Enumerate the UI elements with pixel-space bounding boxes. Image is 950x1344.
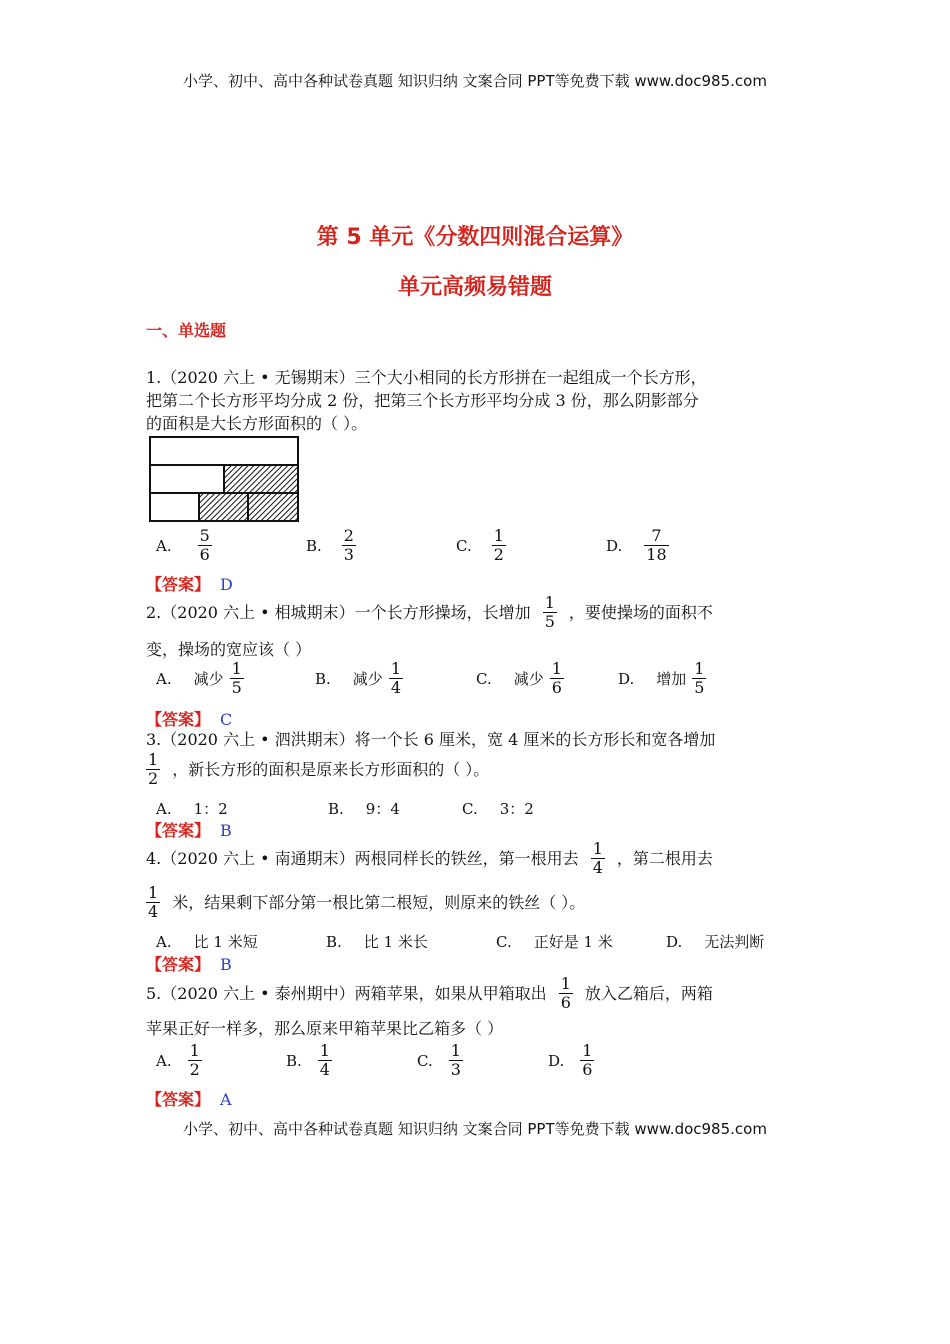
fraction: $\frac{1}{5}$ (694, 659, 705, 697)
q3-option-b[interactable]: B. 9：4 (328, 799, 400, 818)
q3-option-c[interactable]: C. 3：2 (462, 799, 534, 818)
q3-answer: 【答案】 B (146, 821, 232, 840)
fraction: $\frac{1}{5}$ (231, 659, 242, 697)
fraction: $\frac{1}{4}$ (319, 1041, 330, 1079)
fraction: $\frac{1}{4}$ (390, 659, 401, 697)
fraction: $\frac{7}{18}$ (646, 526, 667, 564)
fraction: $\frac{1}{6}$ (582, 1041, 593, 1079)
q4-line1: 4.（2020 六上 • 南通期末）两根同样长的铁丝，第一根用去 $\frac{1}{4}$ ，第二根用去 (146, 839, 713, 877)
fraction: $\frac{5}{6}$ (199, 526, 210, 564)
q4-line2: $\frac{1}{4}$ 米，结果剩下部分第一根比第二根短，则原来的铁丝（ ）。 (148, 883, 586, 921)
rectangle-figure (148, 435, 300, 523)
page-footer: 小学、初中、高中各种试卷真题 知识归纳 文案合同 PPT等免费下载 www.doc985.com (183, 1120, 767, 1138)
q2-option-c[interactable]: C. 减少 $\frac{1}{6}$ (476, 659, 562, 697)
q1-line3: 的面积是大长方形面积的（ ）。 (146, 414, 368, 433)
q1-option-d[interactable]: D. $\frac{7}{18}$ (606, 526, 667, 564)
q3-line2: $\frac{1}{2}$ ，新长方形的面积是原来长方形面积的（ ）。 (148, 750, 490, 788)
fraction: $\frac{1}{6}$ (560, 974, 571, 1012)
document-subtitle: 单元高频易错题 (397, 275, 552, 300)
section-heading: 一、单选题 (146, 321, 227, 340)
q2-option-a[interactable]: A. 减少 $\frac{1}{5}$ (156, 659, 242, 697)
q5-line2: 苹果正好一样多，那么原来甲箱苹果比乙箱多（ ） (146, 1019, 504, 1038)
q2-line2: 变，操场的宽应该（ ） (146, 640, 312, 659)
fraction: $\frac{1}{3}$ (450, 1041, 461, 1079)
q4-option-b[interactable]: B. 比 1 米长 (326, 932, 428, 951)
q4-option-c[interactable]: C. 正好是 1 米 (496, 932, 613, 951)
fraction: $\frac{1}{2}$ (148, 750, 159, 788)
fraction: $\frac{1}{2}$ (189, 1041, 200, 1079)
fraction: $\frac{1}{4}$ (592, 839, 603, 877)
q5-option-b[interactable]: B. $\frac{1}{4}$ (286, 1041, 330, 1079)
q2-answer: 【答案】 C (146, 710, 233, 729)
q5-option-a[interactable]: A. $\frac{1}{2}$ (156, 1041, 200, 1079)
fraction: $\frac{1}{4}$ (148, 883, 159, 921)
q4-answer: 【答案】 B (146, 955, 232, 974)
fraction: $\frac{1}{6}$ (551, 659, 562, 697)
q1-line2: 把第二个长方形平均分成 2 份，把第三个长方形平均分成 3 份，那么阴影部分 (146, 391, 699, 410)
fraction: $\frac{1}{2}$ (493, 526, 504, 564)
q3-line1: 3.（2020 六上 • 泗洪期末）将一个长 6 厘米，宽 4 厘米的长方形长和宽各增加 (146, 730, 716, 749)
q1-option-c[interactable]: C. $\frac{1}{2}$ (456, 526, 504, 564)
q1-option-a[interactable]: A. $\frac{5}{6}$ (156, 526, 210, 564)
fraction: $\frac{1}{5}$ (544, 593, 555, 631)
q4-option-a[interactable]: A. 比 1 米短 (156, 932, 258, 951)
q2-line1: 2.（2020 六上 • 相城期末）一个长方形操场，长增加 $\frac{1}{5}$ ，要使操场的面积不 (146, 593, 713, 631)
q2-option-d[interactable]: D. 增加 $\frac{1}{5}$ (618, 659, 705, 697)
q1-option-b[interactable]: B. $\frac{2}{3}$ (306, 526, 354, 564)
q5-option-d[interactable]: D. $\frac{1}{6}$ (548, 1041, 593, 1079)
shaded-half (224, 465, 298, 493)
q5-option-c[interactable]: C. $\frac{1}{3}$ (417, 1041, 461, 1079)
q3-option-a[interactable]: A. 1：2 (156, 799, 228, 818)
q4-option-d[interactable]: D. 无法判断 (666, 932, 765, 951)
document-title: 第 5 单元《分数四则混合运算》 (316, 225, 634, 250)
q1-line1: 1.（2020 六上 • 无锡期末）三个大小相同的长方形拼在一起组成一个长方形， (146, 368, 707, 387)
q5-answer: 【答案】 A (146, 1090, 232, 1109)
q2-option-b[interactable]: B. 减少 $\frac{1}{4}$ (315, 659, 401, 697)
q5-line1: 5.（2020 六上 • 泰州期中）两箱苹果，如果从甲箱取出 $\frac{1}{6}$ 放入乙箱后，两箱 (146, 974, 713, 1012)
fraction: $\frac{2}{3}$ (343, 526, 354, 564)
page-header: 小学、初中、高中各种试卷真题 知识归纳 文案合同 PPT等免费下载 www.doc985.com (183, 72, 767, 90)
q1-answer: 【答案】 D (146, 575, 233, 594)
